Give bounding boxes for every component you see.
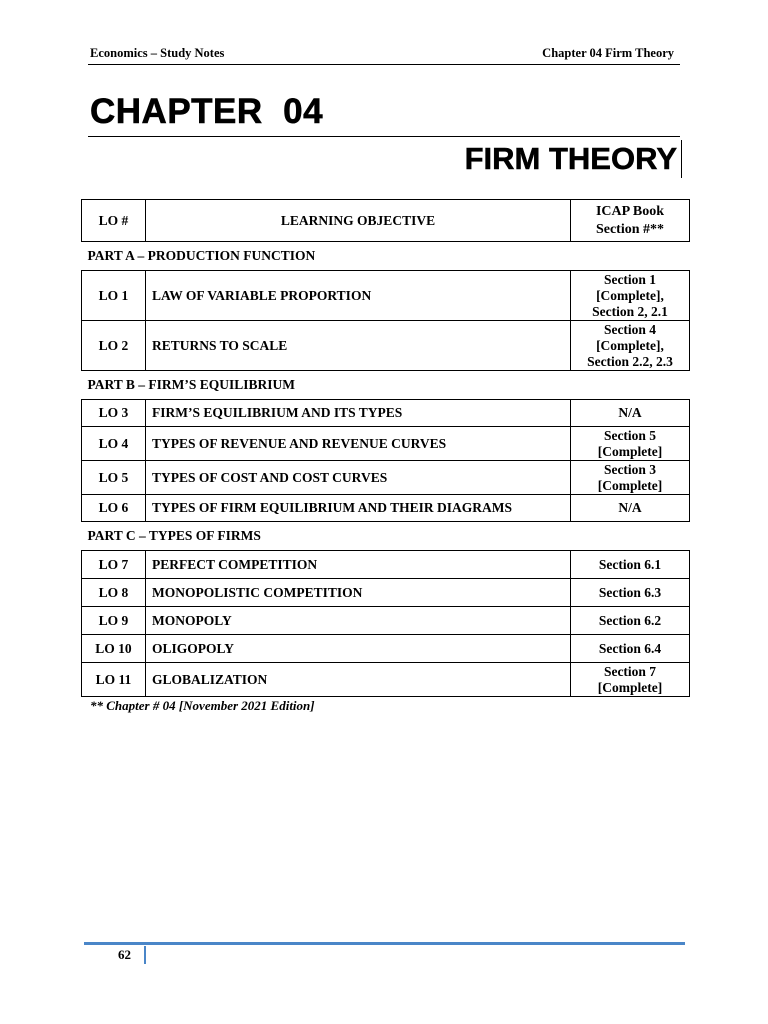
lo-section [571,321,690,371]
lo-objective: RETURNS TO SCALE [146,321,571,371]
lo-section-line: Section 6.3 [598,584,662,600]
lo-number: LO 3 [82,400,146,427]
table-row [82,663,690,697]
lo-number: LO 10 [82,635,146,663]
lo-section [571,607,690,635]
lo-section-line: [Complete], [596,287,664,303]
lo-section-line: Section 4 [603,321,657,337]
lo-section [571,400,690,427]
lo-section [571,551,690,579]
table-row [82,271,690,321]
lo-number: LO 8 [82,579,146,607]
chapter-label: CHAPTER 04 [90,92,324,131]
lo-objective: GLOBALIZATION [146,663,571,697]
lo-section-line: [Complete] [597,477,663,493]
column-header-section [571,200,690,242]
lo-section-line: Section 5 [603,427,657,443]
lo-objective: MONOPOLY [146,607,571,635]
lo-section-line: Section 7 [603,663,657,679]
lo-section [571,461,690,495]
lo-section-line: Section 3 [603,461,657,477]
lo-section-line: Section 2.2, 2.3 [587,353,673,369]
header-right-text: Chapter 04 Firm Theory [542,46,674,60]
lo-section-line: Section 6.4 [598,640,662,656]
lo-section [571,427,690,461]
lo-section-line: Section 6.1 [598,556,662,572]
footnote: ** Chapter # 04 [November 2021 Edition] [90,698,315,713]
page-header [88,44,680,65]
lo-objective: PERFECT COMPETITION [146,551,571,579]
learning-objectives-table [81,199,688,697]
page-number: 62 [118,946,146,964]
table-row [82,579,690,607]
lo-section-line: Section 6.2 [598,612,662,628]
chapter-divider [88,136,680,137]
table-row [82,321,690,371]
lo-objective: TYPES OF COST AND COST CURVES [146,461,571,495]
column-header-section-line1: ICAP Book [595,203,665,219]
lo-section-line: [Complete] [597,443,663,459]
lo-objective: TYPES OF FIRM EQUILIBRIUM AND THEIR DIAGRAMS [146,495,571,522]
table-row [82,635,690,663]
lo-objective: MONOPOLISTIC COMPETITION [146,579,571,607]
lo-section-line: [Complete] [597,679,663,695]
lo-number: LO 2 [82,321,146,371]
lo-objective: TYPES OF REVENUE AND REVENUE CURVES [146,427,571,461]
lo-section-line: N/A [618,500,642,515]
part-b-heading: PART B – FIRM’S EQUILIBRIUM [87,377,296,392]
part-c-heading: PART C – TYPES OF FIRMS [87,528,261,543]
lo-section-line: [Complete], [596,337,664,353]
column-header-section-line2: Section #** [595,221,665,237]
lo-number: LO 1 [82,271,146,321]
table-row [82,607,690,635]
lo-objective: OLIGOPOLY [146,635,571,663]
table-row [82,551,690,579]
lo-number: LO 5 [82,461,146,495]
chapter-title: FIRM THEORY [465,140,682,178]
lo-section [571,579,690,607]
lo-section-line: N/A [618,405,642,420]
part-a-heading: PART A – PRODUCTION FUNCTION [87,248,316,263]
part-heading-row [82,522,690,551]
table-row [82,400,690,427]
table-header-row [82,200,690,242]
part-heading-row [82,242,690,271]
table-row [82,495,690,522]
header-left-text: Economics – Study Notes [90,46,225,60]
table-row [82,461,690,495]
lo-objective: FIRM’S EQUILIBRIUM AND ITS TYPES [146,400,571,427]
footer-divider [84,942,685,945]
lo-section-line: Section 1 [603,271,657,287]
lo-number: LO 9 [82,607,146,635]
lo-number: LO 11 [82,663,146,697]
column-header-lo: LO # [82,200,146,242]
lo-number: LO 6 [82,495,146,522]
lo-section [571,663,690,697]
lo-section [571,271,690,321]
lo-section-line: Section 2, 2.1 [592,303,668,319]
lo-section [571,495,690,522]
column-header-objective: LEARNING OBJECTIVE [146,200,571,242]
table-row [82,427,690,461]
lo-number: LO 4 [82,427,146,461]
lo-number: LO 7 [82,551,146,579]
part-heading-row [82,371,690,400]
lo-section [571,635,690,663]
lo-objective: LAW OF VARIABLE PROPORTION [146,271,571,321]
